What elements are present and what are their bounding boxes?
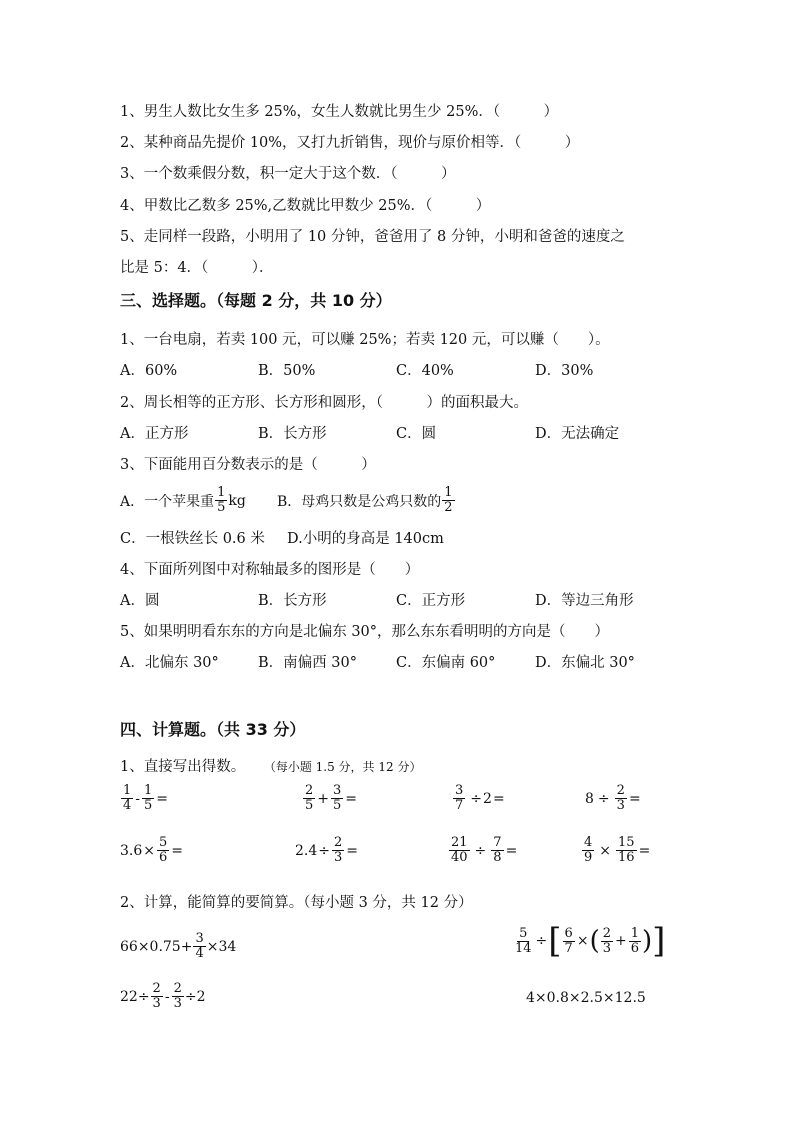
section3-heading: 三、选择题。（每题 2 分，共 10 分） — [120, 291, 392, 310]
left-bracket: [ — [548, 921, 562, 961]
choice-q2-opt-a: A．正方形 — [120, 426, 189, 442]
choice-q5-opt-c: C．东偏南 60° — [396, 655, 496, 671]
choice-q5-opt-b: B．南偏西 30° — [258, 655, 357, 671]
choice-q3-stem: 3、下面能用百分数表示的是（ ） — [120, 457, 376, 473]
expr-4: 8 ÷ $\frac{2}{3}$ = — [585, 783, 641, 813]
expr-7: $\frac{21}{40}$ ÷ $\frac{7}{8}$ = — [451, 835, 518, 865]
section4-heading: 四、计算题。（共 33 分） — [120, 720, 306, 739]
choice-q4-opt-c: C．正方形 — [396, 593, 466, 609]
calc-q1-stem-text: 1、直接写出得数。 — [120, 759, 246, 775]
opt-b-text: B．母鸡只数是公鸡只数的 — [277, 493, 442, 510]
calc-q2-stem: 2、计算，能简算的要简算。（每小题 3 分，共 12 分） — [120, 895, 473, 911]
choice-q5-opt-d: D．东偏北 30° — [535, 655, 635, 671]
expr-3: $\frac{3}{7}$ ÷ 2 = — [455, 783, 505, 813]
choice-q1-opt-d: D．30% — [535, 363, 594, 379]
choice-q1-opt-b: B．50% — [258, 363, 316, 379]
choice-q2-opt-d: D．无法确定 — [535, 426, 620, 442]
expr-6: 2.4 ÷ $\frac{2}{3}$ = — [295, 835, 359, 865]
calc-q1-stem — [120, 756, 421, 778]
calc-expr-4: 4×0.8×2.5×12.5 — [526, 990, 646, 1006]
judge-item-1: 1、男生人数比女生多 25%，女生人数就比男生少 25%．（ ） — [120, 104, 559, 120]
expr-2: $\frac{2}{5}$ + $\frac{3}{5}$ = — [305, 783, 358, 813]
judge-item-2: 2、某种商品先提价 10%，又打九折销售，现价与原价相等．（ ） — [120, 135, 580, 151]
choice-q1-opt-a: A．60% — [120, 363, 178, 379]
choice-q2-opt-b: B．长方形 — [258, 426, 327, 442]
right-bracket: ] — [652, 921, 666, 961]
choice-q4-stem: 4、下面所列图中对称轴最多的图形是（ ） — [120, 562, 420, 578]
choice-q4-opt-a: A．圆 — [120, 593, 160, 609]
choice-q2-stem: 2、周长相等的正方形、长方形和圆形，（ ）的面积最大。 — [120, 395, 528, 411]
calc-expr-3: 22÷ $\frac{2}{3}$ - $\frac{2}{3}$ ÷2 — [120, 981, 206, 1011]
choice-q3-opt-d: D.小明的身高是 140cm — [287, 531, 444, 547]
judge-item-4: 4、甲数比乙数多 25%,乙数就比甲数少 25%．（ ） — [120, 198, 491, 214]
left-paren: ( — [589, 926, 600, 956]
expr-5: 3.6 × $\frac{5}{6}$ = — [120, 835, 184, 865]
choice-q1-opt-c: C．40% — [396, 363, 454, 379]
judge-item-5-cont: 比是 5：4．（ ）． — [120, 260, 274, 276]
choice-q3-opt-b — [277, 486, 456, 515]
choice-q1-stem: 1、一台电扇，若卖 100 元，可以赚 25%；若卖 120 元，可以赚（ ）。 — [120, 332, 610, 348]
choice-q5-opt-a: A．北偏东 30° — [120, 655, 219, 671]
calc-expr-1: 66×0.75+ $\frac{3}{4}$ ×34 — [120, 931, 237, 961]
choice-q5-stem: 5、如果明明看东东的方向是北偏东 30°，那么东东看明明的方向是（ ） — [120, 624, 610, 640]
expr-8: $\frac{4}{9}$ × $\frac{15}{16}$ = — [584, 835, 651, 865]
judge-item-5: 5、走同样一段路，小明用了 10 分钟，爸爸用了 8 分钟，小明和爸爸的速度之 — [120, 229, 625, 245]
right-paren: ) — [642, 926, 653, 956]
choice-q3-opt-a — [120, 486, 246, 515]
choice-q4-opt-b: B．长方形 — [258, 593, 327, 609]
choice-q3-opt-c: C．一根铁丝长 0.6 米 — [120, 531, 265, 547]
fraction: $\frac{1}{5}$ — [217, 485, 226, 515]
calc-expr-2: $\frac{5}{14}$ ÷ [ $\frac{6}{7}$ × ( $\frac{2}{3}$ + $\frac{1}{6}$ ) ] — [515, 921, 666, 961]
expr-1: $\frac{1}{4}$ - $\frac{1}{5}$ = — [123, 783, 169, 813]
unit-kg: kg — [228, 492, 246, 509]
judge-item-3: 3、一个数乘假分数，积一定大于这个数．（ ） — [120, 166, 456, 182]
opt-a-text: A．一个苹果重 — [120, 493, 215, 510]
choice-q4-opt-d: D．等边三角形 — [535, 593, 634, 609]
choice-q2-opt-c: C．圆 — [396, 426, 437, 442]
calc-q1-note: （每小题 1.5 分，共 12 分） — [263, 760, 422, 774]
fraction: $\frac{1}{2}$ — [444, 485, 453, 515]
